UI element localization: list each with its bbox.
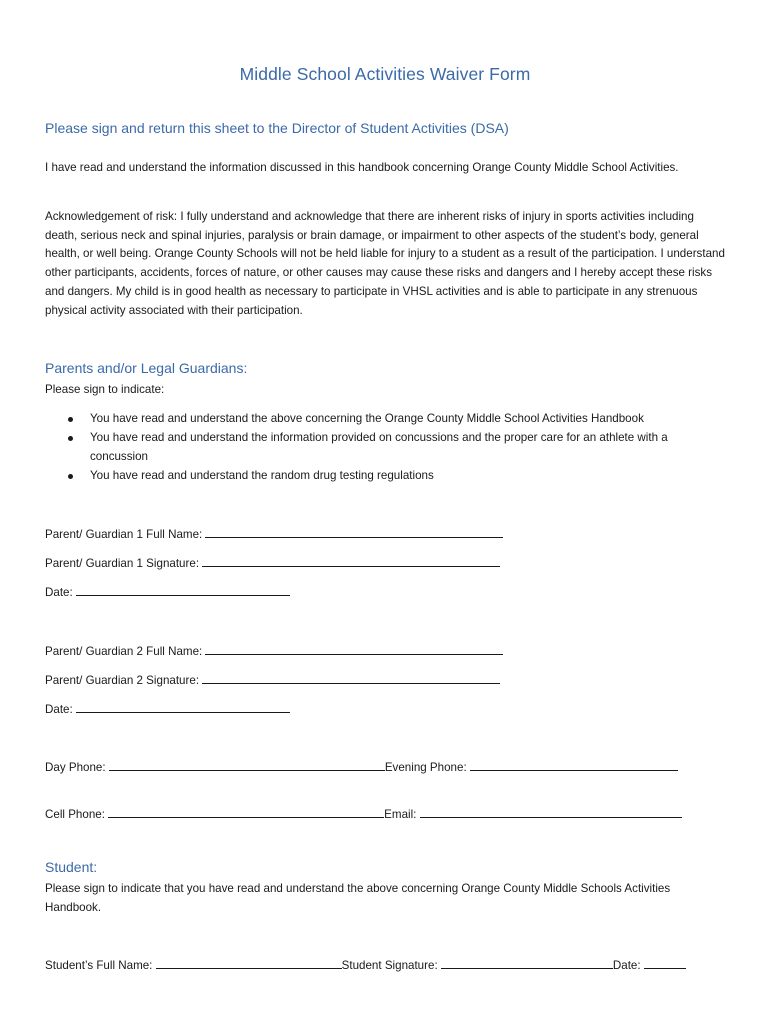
guardian2-signature-field[interactable] [202,672,500,684]
guardian1-signature-field[interactable] [202,555,500,567]
date1-field[interactable] [76,584,290,596]
parents-acknowledgement-list [45,410,725,486]
date2-row [45,701,290,719]
student-signature-field[interactable] [441,957,613,969]
list-item [45,429,725,466]
day-phone-label: Day Phone: [45,761,109,774]
guardian2-signature-row [45,672,500,690]
phone-row [45,759,678,777]
bullet-icon [68,436,73,441]
guardian2-signature-label: Parent/ Guardian 2 Signature: [45,674,203,687]
student-date-label: Date: [612,959,644,972]
date2-label: Date: [45,703,76,716]
intro-paragraph: I have read and understand the information discussed in this handbook concerning Orange County Middle School Activities. [45,161,679,174]
guardian1-name-row [45,526,503,544]
bullet-icon [68,474,73,479]
student-signature-row [45,957,686,975]
parents-sign-instruction: Please sign to indicate: [45,383,165,396]
guardian2-name-field[interactable] [205,643,503,655]
student-date-field[interactable] [644,957,686,969]
list-item-text: You have read and understand the information provided on concussions and the proper care for an athlete with a concussion [90,431,668,463]
list-item-text: You have read and understand the above concerning the Orange County Middle School Activities Handbook [90,412,644,425]
student-full-name-field[interactable] [156,957,342,969]
date2-field[interactable] [76,701,290,713]
risk-acknowledgement-paragraph: Acknowledgement of risk: I fully understand and acknowledge that there are inherent risks of injury in sports activities including death, serious neck and spinal injuries, paralysis or brain damage, or impairment to other aspects of the student’s body, general health, or well being. Orange County Schools will not be held liable for injury to a student as a result of the participation. I understand other participants, accidents, forces of nature, or other causes may cause these risks and dangers and I hereby accept these risks and dangers. My child is in good health as necessary to participate in VHSL activities and is able to participate in any strenuous physical activity associated with their participation. [45,210,725,317]
guardian2-name-row [45,643,503,661]
guardian1-name-label: Parent/ Guardian 1 Full Name: [45,528,206,541]
list-item-text: You have read and understand the random drug testing regulations [90,468,434,482]
day-phone-field[interactable] [109,759,385,771]
return-instruction-heading: Please sign and return this sheet to the Director of Student Activities (DSA) [45,120,509,136]
guardian1-signature-row [45,555,500,573]
page-title: Middle School Activities Waiver Form [239,64,531,84]
evening-phone-field[interactable] [470,759,678,771]
cell-phone-label: Cell Phone: [45,808,109,821]
evening-phone-label: Evening Phone: [384,761,470,774]
parents-section-heading: Parents and/or Legal Guardians: [45,360,248,376]
student-full-name-label: Student’s Full Name: [45,959,156,972]
cell-email-row [45,806,682,824]
email-field[interactable] [420,806,682,818]
date1-label: Date: [45,586,76,599]
list-item [45,467,725,486]
guardian2-name-label: Parent/ Guardian 2 Full Name: [45,645,206,658]
bullet-icon [68,417,73,422]
cell-phone-field[interactable] [108,806,384,818]
student-section-heading: Student: [45,859,98,875]
guardian1-name-field[interactable] [205,526,503,538]
student-instruction: Please sign to indicate that you have read and understand the above concerning Orange County Middle Schools Activities Handbook. [45,882,671,914]
date1-row [45,584,290,602]
list-item [45,410,725,429]
email-label: Email: [384,808,420,821]
guardian1-signature-label: Parent/ Guardian 1 Signature: [45,557,203,570]
student-signature-label: Student Signature: [341,959,441,972]
